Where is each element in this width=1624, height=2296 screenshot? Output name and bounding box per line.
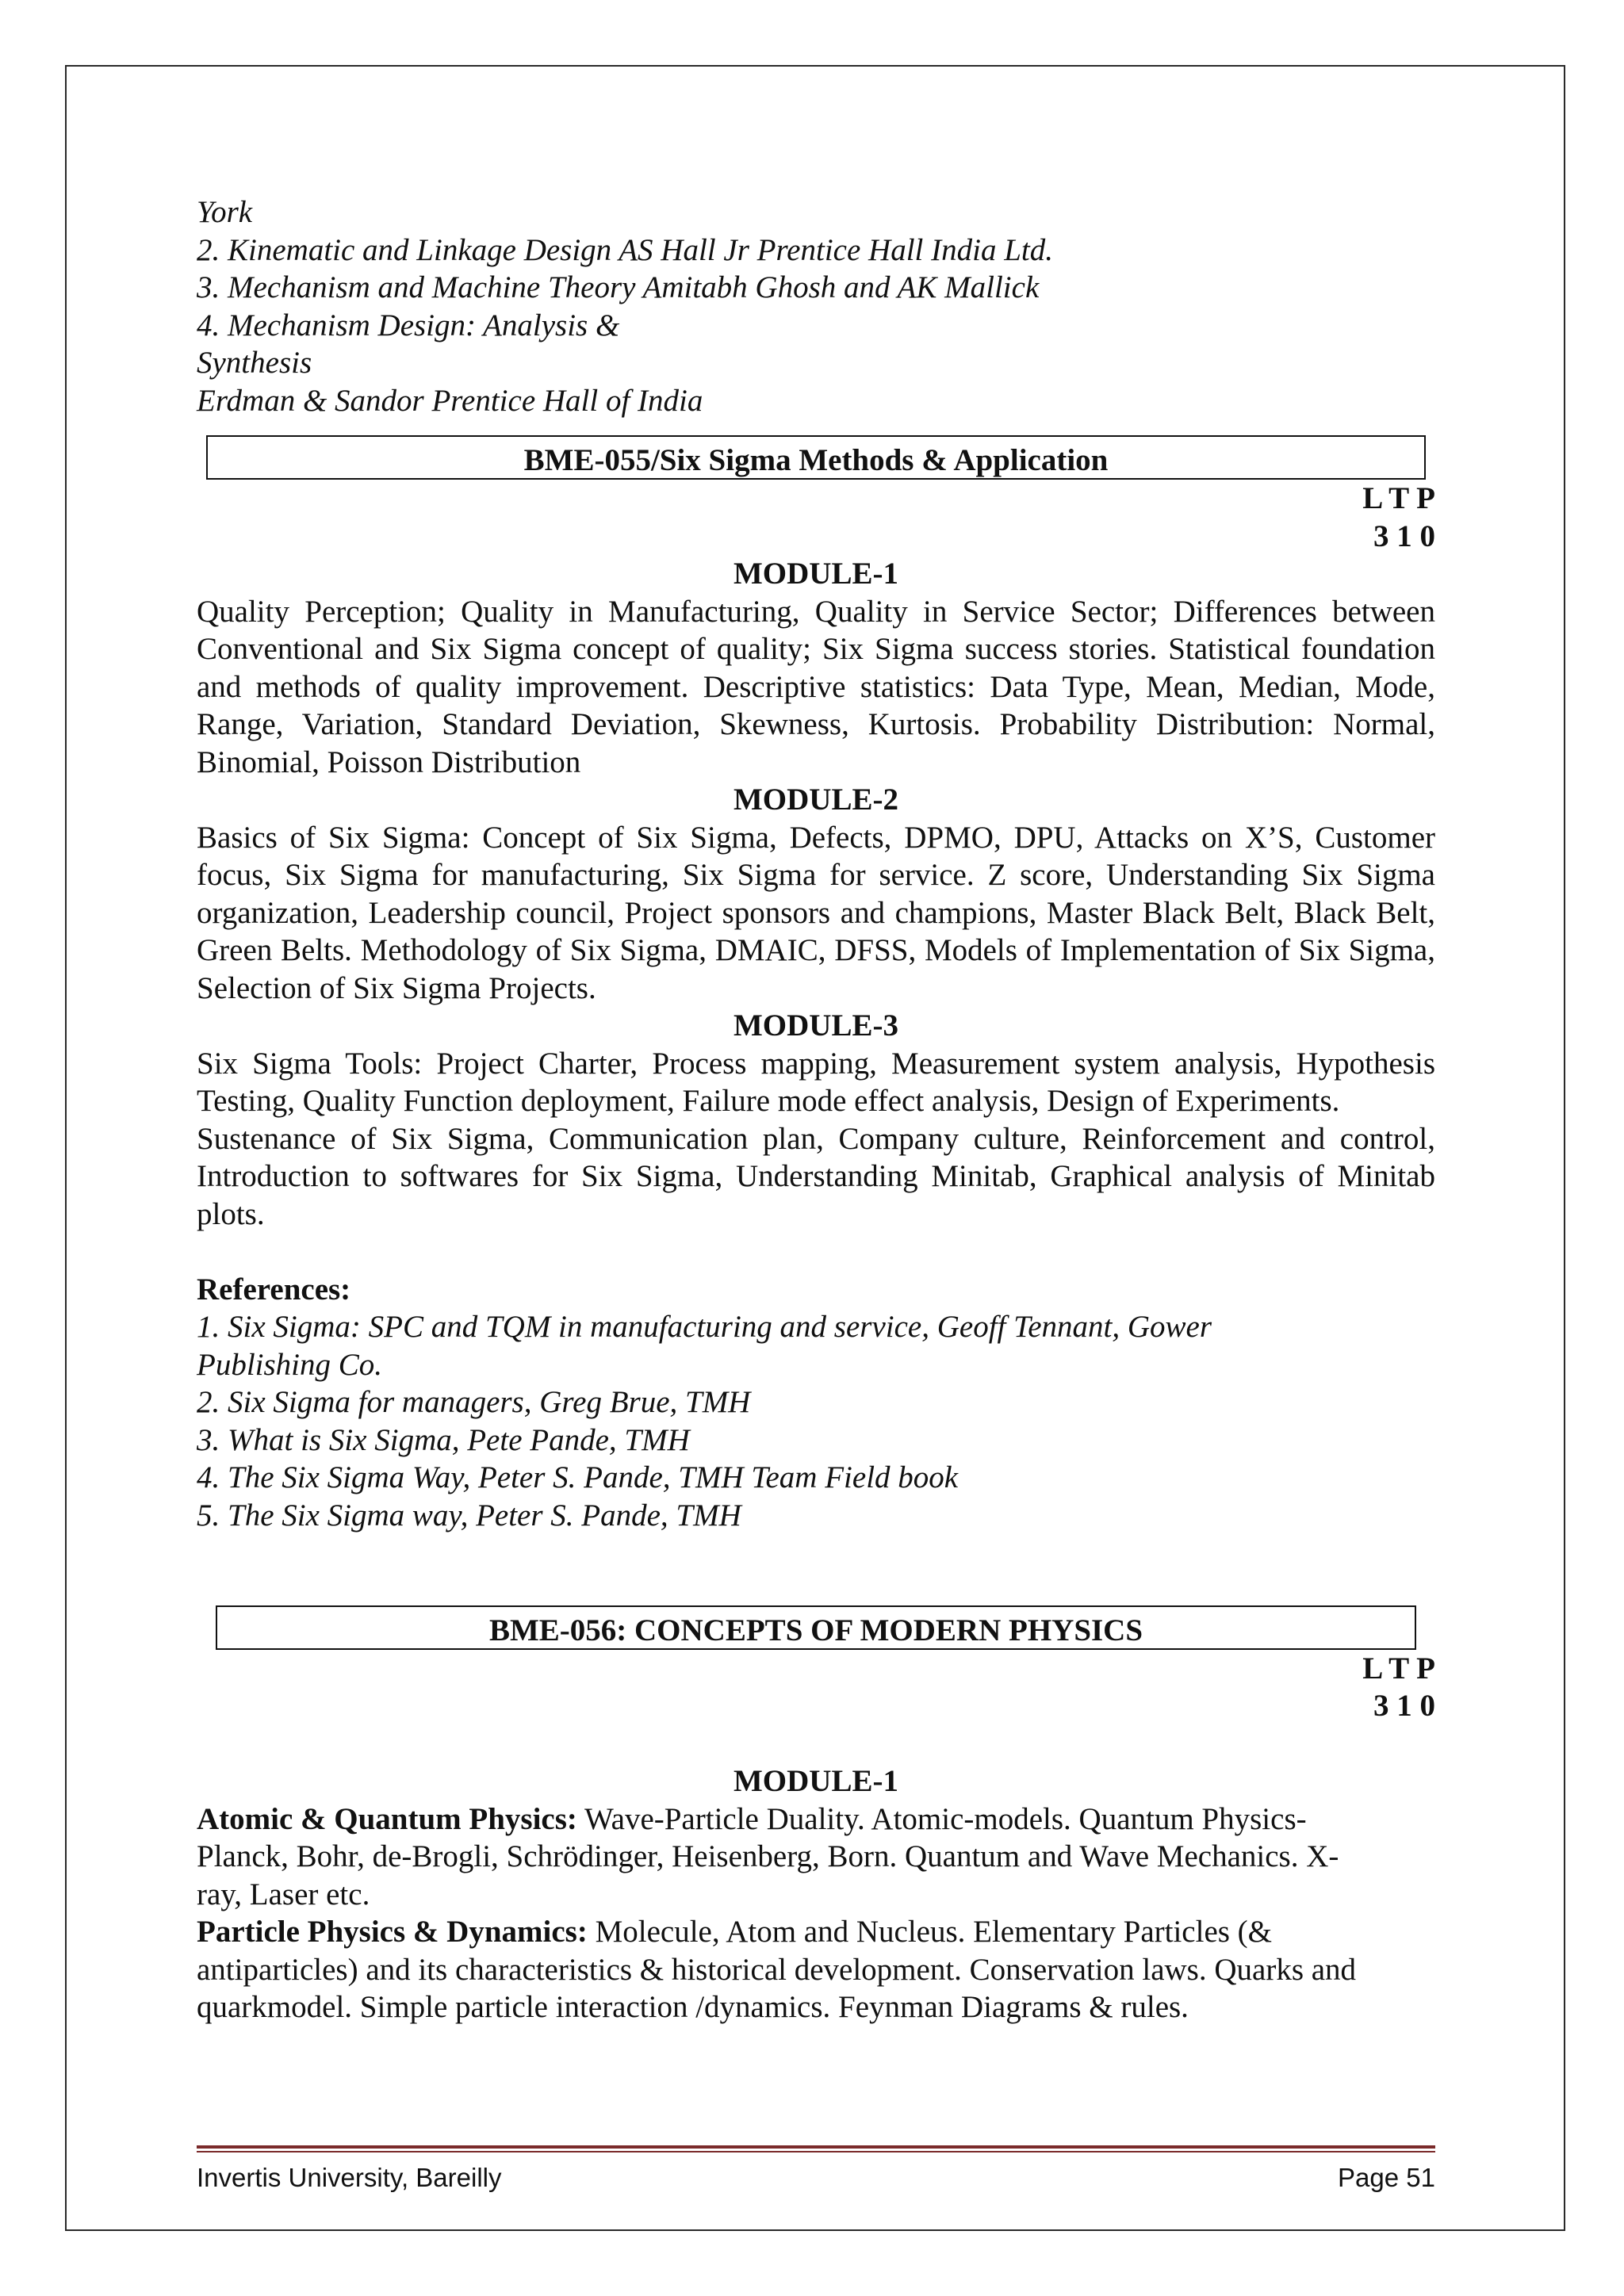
paragraph-label: Atomic & Quantum Physics: — [197, 1801, 577, 1836]
ltp-values: 3 1 0 — [1373, 1689, 1435, 1723]
reference-line: 2. Six Sigma for managers, Greg Brue, TMH — [197, 1385, 751, 1419]
reference-line: Synthesis — [197, 346, 312, 380]
reference-line: 5. The Six Sigma way, Peter S. Pande, TMH — [197, 1498, 741, 1533]
course-title-box-bme056: BME-056: CONCEPTS OF MODERN PHYSICS — [216, 1605, 1416, 1650]
reference-line: 2. Kinematic and Linkage Design AS Hall Jr Prentice Hall India Ltd. — [197, 232, 1053, 267]
reference-line: 4. Mechanism Design: Analysis & — [197, 308, 620, 342]
footer-institution: Invertis University, Bareilly — [197, 2163, 502, 2192]
previous-course-references — [197, 193, 1435, 419]
ltp-header: L T P — [1362, 481, 1435, 515]
module-text: Basics of Six Sigma: Concept of Six Sigma, Defects, DPMO, DPU, Attacks on X’S, Customer focus, Six Sigma for manufacturing, Six Sigma for service. Z score, Understanding Six Sigma organization, Leadership council, Project sponsors and champions, Master Black Belt, Black Belt, Green Belts. Methodology of Six Sigma, DMAIC, DFSS, Models of Implementation of Six Sigma, Selection of Six Sigma Projects. — [197, 820, 1435, 1005]
atomic-quantum-paragraph — [197, 1800, 1435, 1914]
ltp-values: 3 1 0 — [1373, 519, 1435, 553]
footer-rule-thin — [197, 2151, 1435, 2152]
reference-line: 4. The Six Sigma Way, Peter S. Pande, TMH Team Field book — [197, 1460, 959, 1494]
module-heading: MODULE-2 — [733, 783, 898, 817]
references-list — [197, 1308, 1435, 1534]
module-text: Quality Perception; Quality in Manufacturing, Quality in Service Sector; Differences between Conventional and Six Sigma concept of quality; Six Sigma success stories. Statistical foundation and methods of quality improvement. Descriptive statistics: Data Type, Mean, Median, Mode, Range, Variation, Standard Deviation, Skewness, Kurtosis. Probability Distribution: Normal, Binomial, Poisson Distribution — [197, 594, 1435, 779]
reference-line: Publishing Co. — [197, 1347, 383, 1382]
reference-line: Erdman & Sandor Prentice Hall of India — [197, 383, 703, 418]
ltp-header: L T P — [1362, 1651, 1435, 1686]
module-heading: MODULE-3 — [733, 1008, 898, 1043]
paragraph-text: quarkmodel. Simple particle interaction /dynamics. Feynman Diagrams & rules. — [197, 1990, 1189, 2024]
reference-line: 3. Mechanism and Machine Theory Amitabh Ghosh and AK Mallick — [197, 270, 1040, 304]
module-text: Six Sigma Tools: Project Charter, Process mapping, Measurement system analysis, Hypothesis Testing, Quality Function deployment, Failure mode effect analysis, Design of Experiments. — [197, 1046, 1435, 1118]
module-heading: MODULE-1 — [733, 557, 898, 591]
references-heading: References: — [197, 1272, 351, 1307]
page-content — [197, 193, 1435, 2026]
reference-line: York — [197, 195, 253, 229]
page-number: Page 51 — [1338, 2163, 1435, 2192]
paragraph-text: Planck, Bohr, de-Brogli, Schrödinger, Heisenberg, Born. Quantum and Wave Mechanics. X- — [197, 1839, 1339, 1873]
module-text: Sustenance of Six Sigma, Communication plan, Company culture, Reinforcement and control, Introduction to softwares for Six Sigma, Understanding Minitab, Graphical analysis of Minitab plots. — [197, 1121, 1435, 1231]
paragraph-text: Wave-Particle Duality. Atomic-models. Quantum Physics- — [576, 1801, 1307, 1836]
paragraph-text: Molecule, Atom and Nucleus. Elementary Particles (& — [587, 1915, 1273, 1949]
reference-line: 3. What is Six Sigma, Pete Pande, TMH — [197, 1422, 690, 1457]
paragraph-text: ray, Laser etc. — [197, 1877, 370, 1911]
module-heading: MODULE-1 — [733, 1764, 898, 1798]
course-title-box-bme055: BME-055/Six Sigma Methods & Application — [206, 435, 1426, 480]
paragraph-label: Particle Physics & Dynamics: — [197, 1915, 588, 1949]
reference-line: 1. Six Sigma: SPC and TQM in manufacturing and service, Geoff Tennant, Gower — [197, 1310, 1212, 1344]
footer-rule — [197, 2145, 1435, 2149]
paragraph-text: antiparticles) and its characteristics & historical development. Conservation laws. Quarks and — [197, 1952, 1357, 1987]
particle-physics-paragraph — [197, 1913, 1435, 2026]
